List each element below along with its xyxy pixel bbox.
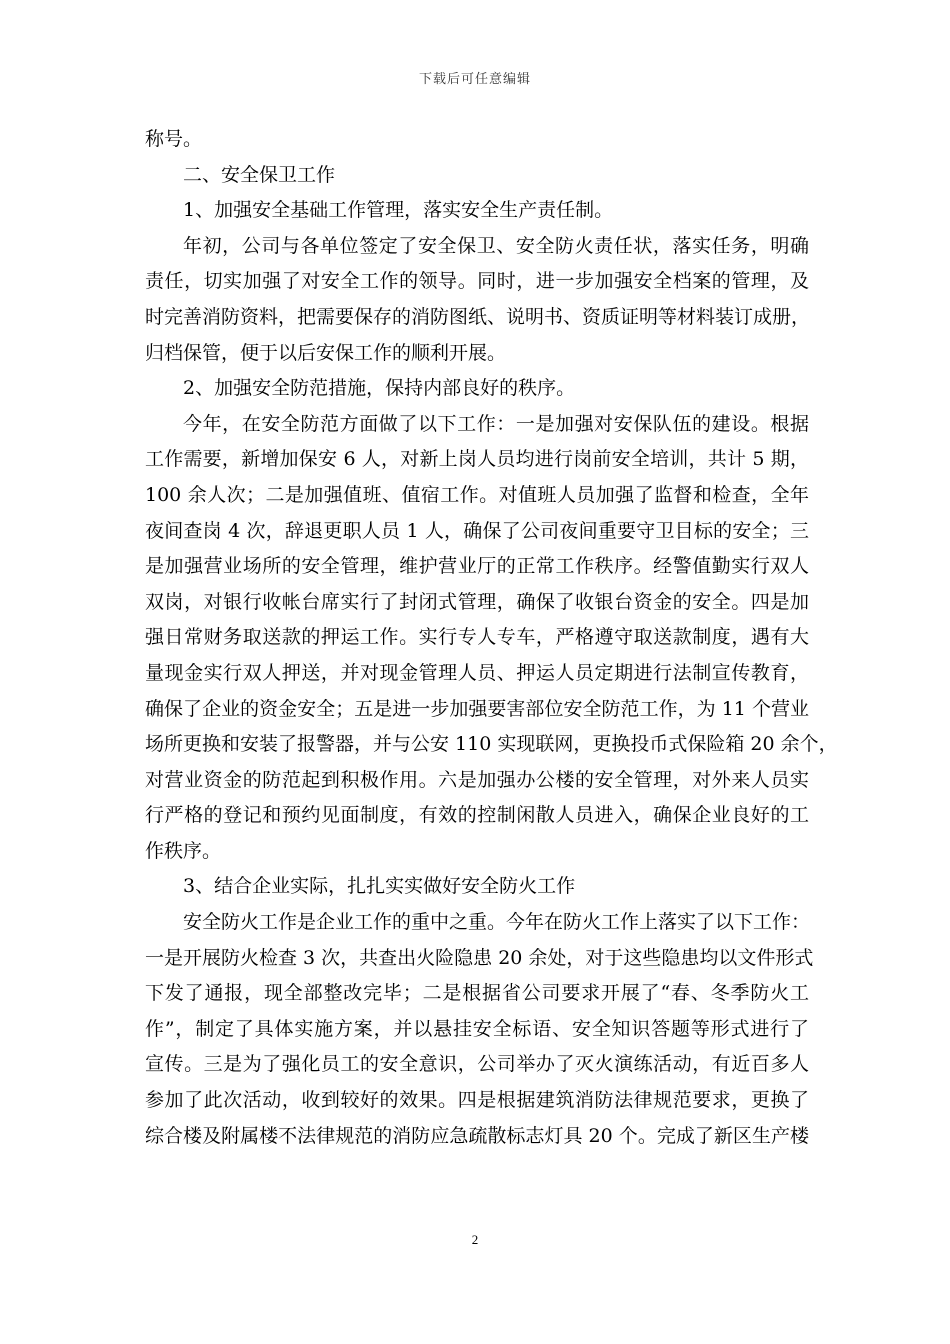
subsection-heading: 3、结合企业实际，扎扎实实做好安全防火工作 bbox=[183, 875, 576, 898]
text-line: 确保了企业的资金安全；五是进一步加强要害部位安全防范工作，为 11 个营业 bbox=[145, 697, 809, 720]
text-line: 归档保管，便于以后安保工作的顺利开展。 bbox=[145, 341, 507, 364]
text-line: 作”，制定了具体实施方案，并以悬挂安全标语、安全知识答题等形式进行了 bbox=[145, 1017, 809, 1040]
text-line: 称号。 bbox=[145, 128, 203, 150]
text-line: 作秩序。 bbox=[145, 839, 222, 862]
text-line: 责任，切实加强了对安全工作的领导。同时，进一步加强安全档案的管理，及 bbox=[145, 270, 809, 293]
text-line: 参加了此次活动，收到较好的效果。四是根据建筑消防法律规范要求，更换了 bbox=[145, 1089, 809, 1112]
text-line: 双岗，对银行收帐台席实行了封闭式管理，确保了收银台资金的安全。四是加 bbox=[145, 590, 809, 613]
page-header: 下载后可任意编辑 bbox=[418, 72, 531, 87]
text-line: 100 余人次；二是加强值班、值宿工作。对值班人员加强了监督和检查，全年 bbox=[145, 483, 809, 506]
text-line: 强日常财务取送款的押运工作。实行专人专车，严格遵守取送款制度，遇有大 bbox=[145, 626, 809, 649]
text-line: 对营业资金的防范起到积极作用。六是加强办公楼的安全管理，对外来人员实 bbox=[145, 768, 809, 791]
text-line: 是加强营业场所的安全管理，维护营业厅的正常工作秩序。经警值勤实行双人 bbox=[145, 555, 809, 578]
text-line: 综合楼及附属楼不法律规范的消防应急疏散标志灯具 20 个。完成了新区生产楼 bbox=[145, 1124, 809, 1147]
page-number: 2 bbox=[471, 1232, 479, 1247]
text-line: 夜间查岗 4 次，辞退更职人员 1 人，确保了公司夜间重要守卫目标的安全；三 bbox=[145, 519, 809, 542]
subsection-heading: 1、加强安全基础工作管理，落实安全生产责任制。 bbox=[183, 199, 614, 222]
text-line: 工作需要，新增加保安 6 人，对新上岗人员均进行岗前安全培训，共计 5 期， bbox=[145, 448, 809, 471]
text-line: 年初，公司与各单位签定了安全保卫、安全防火责任状，落实任务，明确 bbox=[183, 234, 809, 257]
text-line: 下发了通报，现全部整改完毕；二是根据省公司要求开展了“春、冬季防火工 bbox=[145, 982, 809, 1005]
text-line: 今年，在安全防范方面做了以下工作：一是加强对安保队伍的建设。根据 bbox=[183, 412, 809, 435]
text-line: 一是开展防火检查 3 次，共查出火险隐患 20 余处，对于这些隐患均以文件形式 bbox=[145, 946, 814, 969]
text-line: 行严格的登记和预约见面制度，有效的控制闲散人员进入，确保企业良好的工 bbox=[145, 804, 809, 827]
section-heading: 二、安全保卫工作 bbox=[183, 163, 336, 186]
text-line: 安全防火工作是企业工作的重中之重。今年在防火工作上落实了以下工作： bbox=[183, 911, 811, 934]
text-line: 场所更换和安装了报警器，并与公安 110 实现联网，更换投币式保险箱 20 余个， bbox=[145, 733, 838, 756]
subsection-heading: 2、加强安全防范措施，保持内部良好的秩序。 bbox=[183, 377, 576, 400]
document-body bbox=[145, 122, 838, 1154]
text-line: 时完善消防资料，把需要保存的消防图纸、说明书、资质证明等材料装订成册， bbox=[145, 305, 811, 328]
text-line: 量现金实行双人押送，并对现金管理人员、押运人员定期进行法制宣传教育， bbox=[145, 661, 809, 684]
text-line: 宣传。三是为了强化员工的安全意识，公司举办了灭火演练活动，有近百多人 bbox=[145, 1053, 809, 1076]
